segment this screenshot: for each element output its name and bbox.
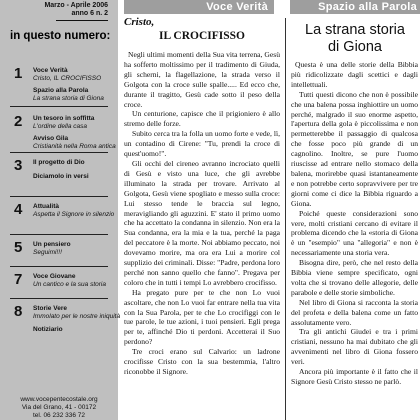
toc-entry-text [33,305,121,334]
paragraph: Negli ultimi momenti della Sua vita terrena, Gesù ha sofferto moltissimo per il tradimento di Giuda, gli scherni, la flagellazione, la strada verso il Golgota con la croce sulle spalle..... Ed ecco che, durante il tragitto, Gesù cade sotto il peso della croce. [124,50,280,109]
page-number: 5 [14,239,23,256]
toc-separator [10,196,108,197]
address: Via del Grano, 41 - 00172 [21,404,97,411]
toc-separator [10,234,108,235]
toc-entry-text [33,115,117,151]
toc-separator [10,266,108,267]
paragraph: Gli occhi del cireneo avranno incrociato quelli di Gesù e visto una luce, che gli avrebbe illuminato la strada per trovare. Arrivato al Golgota, Gesù viene spogliato e messo sulla croce: Lui stesso tende le braccia sul legno, meravigliando gli aguzzini. E' stato il primo uomo che ha accettato la condanna in silenzio. Non era la Sua condanna, era la mia e la tua, perché la paga del peccatore è la morte. Noi abbiamo peccato, noi dovevamo morire, ma ora era Lui a morire col supplizio dei criminali. Disse: "Padre, perdona loro perché non sanno quello che fanno". Pregava per coloro che in tutti i tempi Lo avrebbero crocifisso. [124,158,280,287]
page-number: 1 [14,65,23,82]
page-number: 8 [14,303,23,320]
toc-entry-title: Il progetto di Dio [33,159,85,166]
section-banner-spazio-parola: Spazio alla Parola [290,0,420,14]
toc-entry-title: Spazio alla Parola [33,87,89,94]
page-number: 3 [14,157,23,174]
title-line: La strana storia [305,22,405,38]
toc-entry-subtitle: L'ordine della casa [33,123,87,130]
toc-entry-subtitle: Cristianità nella Roma antica [33,143,116,150]
toc-title: in questo numero: [10,30,111,42]
toc-entry-subtitle: Cristo, IL CROCIFISSO [33,75,102,82]
title-line: di Giona [327,39,382,55]
toc-entry-title: Un pensiero [33,241,71,248]
toc-entry-title: Diciamolo in versi [33,173,89,180]
article-body-giona [291,60,418,420]
article-title: IL CROCIFISSO [159,30,245,42]
toc-entry-title: Voce Giovane [33,273,76,280]
toc-entry-subtitle: Seguimi!!! [33,249,62,256]
phone: tel. 06 232 336 72 [32,412,86,419]
paragraph: Un centurione, capisce che il prigioniero è allo stremo delle forze. [124,109,280,129]
column-divider [285,18,286,420]
article-author: Cristo, [124,16,155,28]
toc-separator [10,298,108,299]
toc-separator [10,152,108,153]
toc-entry-text [33,241,117,257]
page-number: 2 [14,113,23,130]
issue-date: Marzo - Aprile 2006 [44,2,108,9]
page-number: 7 [14,271,23,288]
toc-entry-title: Storie Vere [33,305,67,312]
paragraph: Ancora più importante è il fatto che il Signore Gesù Cristo stesso ne parlò. [291,367,418,386]
toc-entry-title: Un tesoro in soffitta [33,115,95,122]
paragraph: Bisogna dire, però, che nel resto della Bibbia viene sempre specificato, ogni volta che si trovano delle allegorie, delle parabole e delle storie simboliche. [291,258,418,297]
contact-footer [4,396,114,420]
toc-entry-title: Notiziario [33,326,63,333]
paragraph: Questa è una delle storie della Bibbia più ridicolizzate dagli scettici e dagli intellettuali. [291,60,418,89]
toc-entry-text [33,203,117,219]
toc-entry-title: Avviso Gila [33,135,69,142]
toc-separator [10,106,108,107]
website-link[interactable]: www.vocepentecostale.org [20,396,98,403]
paragraph: Ha pregato pure per te che non Lo vuoi ascoltare, che non Lo vuoi far entrare nella tua vita con la Sua Parola, per te che Lo crocifiggi con le tue parole, le tue azioni, i tuoi pensieri. Egli prega per te, affinché Dio ti perdoni. Accetterai il Suo perdono? [124,287,280,347]
table-of-contents-panel [0,0,121,420]
page-number: 4 [14,201,23,218]
paragraph: Nel libro di Giona si racconta la storia del profeta e della balena come un fatto assolutamente vero. [291,297,418,327]
toc-entry-subtitle: Immolato per le nostre iniquità [33,313,121,320]
toc-entry-subtitle: La strana storia di Giona [33,95,104,102]
toc-entry-text [33,273,117,289]
article-title-giona [290,22,420,56]
paragraph: Tre croci erano sul Calvario: un ladrone crocifisse Cristo con la sua bestemmia, l'altro riconobbe il Signore. [124,347,280,376]
toc-entry-subtitle: Aspetta il Signore in silenzio [33,211,115,218]
paragraph: Poiché queste considerazioni sono vere, molti cristiani cercano di evitare il problema dicendo che la «storia di Giona è un "esempio" una "allegoria" e non è necessariamente una storia vera. [291,208,418,258]
issue-info [10,2,108,21]
paragraph: Tra gli antichi Giudei e tra i primi cristiani, nessuno ha mai dubitato che gli avvenimenti nel libro di Giona fossero veri. [291,327,418,367]
toc-entry-text [33,159,117,181]
toc-entry-subtitle: Un cantico e la sua storia [33,281,106,288]
section-banner-voce-verita: Voce Verità [124,0,274,14]
toc-entry-title: Attualità [33,203,59,210]
paragraph: Subito cerca tra la folla un uomo forte e vede, lì, un contadino di Cirene: "Tu, prendi la croce di quest'uomo!". [124,129,280,159]
article-body [124,50,280,420]
toc-entry-text [33,67,117,103]
issue-rule [56,20,108,21]
paragraph: Tutti questi dicono che non è possibile che una balena possa inghiottire un uomo perché, malgrado il suo enorme aspetto, l'apertura della gola è piccolissima e non permetterebbe il passaggio di qualcosa che fosse poco più grande di un cagnolino. Inoltre, se pure l'uomo riuscisse ad entrare nello stomaco della balena, morirebbe quasi istantaneamente e non potrebbe certo sopravvivere per tre giorni come ci dice la Bibbia riguardo a Giona. [291,89,418,208]
toc-entry-title: Voce Verità [33,67,68,74]
issue-number: anno 6 n. 2 [71,10,108,17]
